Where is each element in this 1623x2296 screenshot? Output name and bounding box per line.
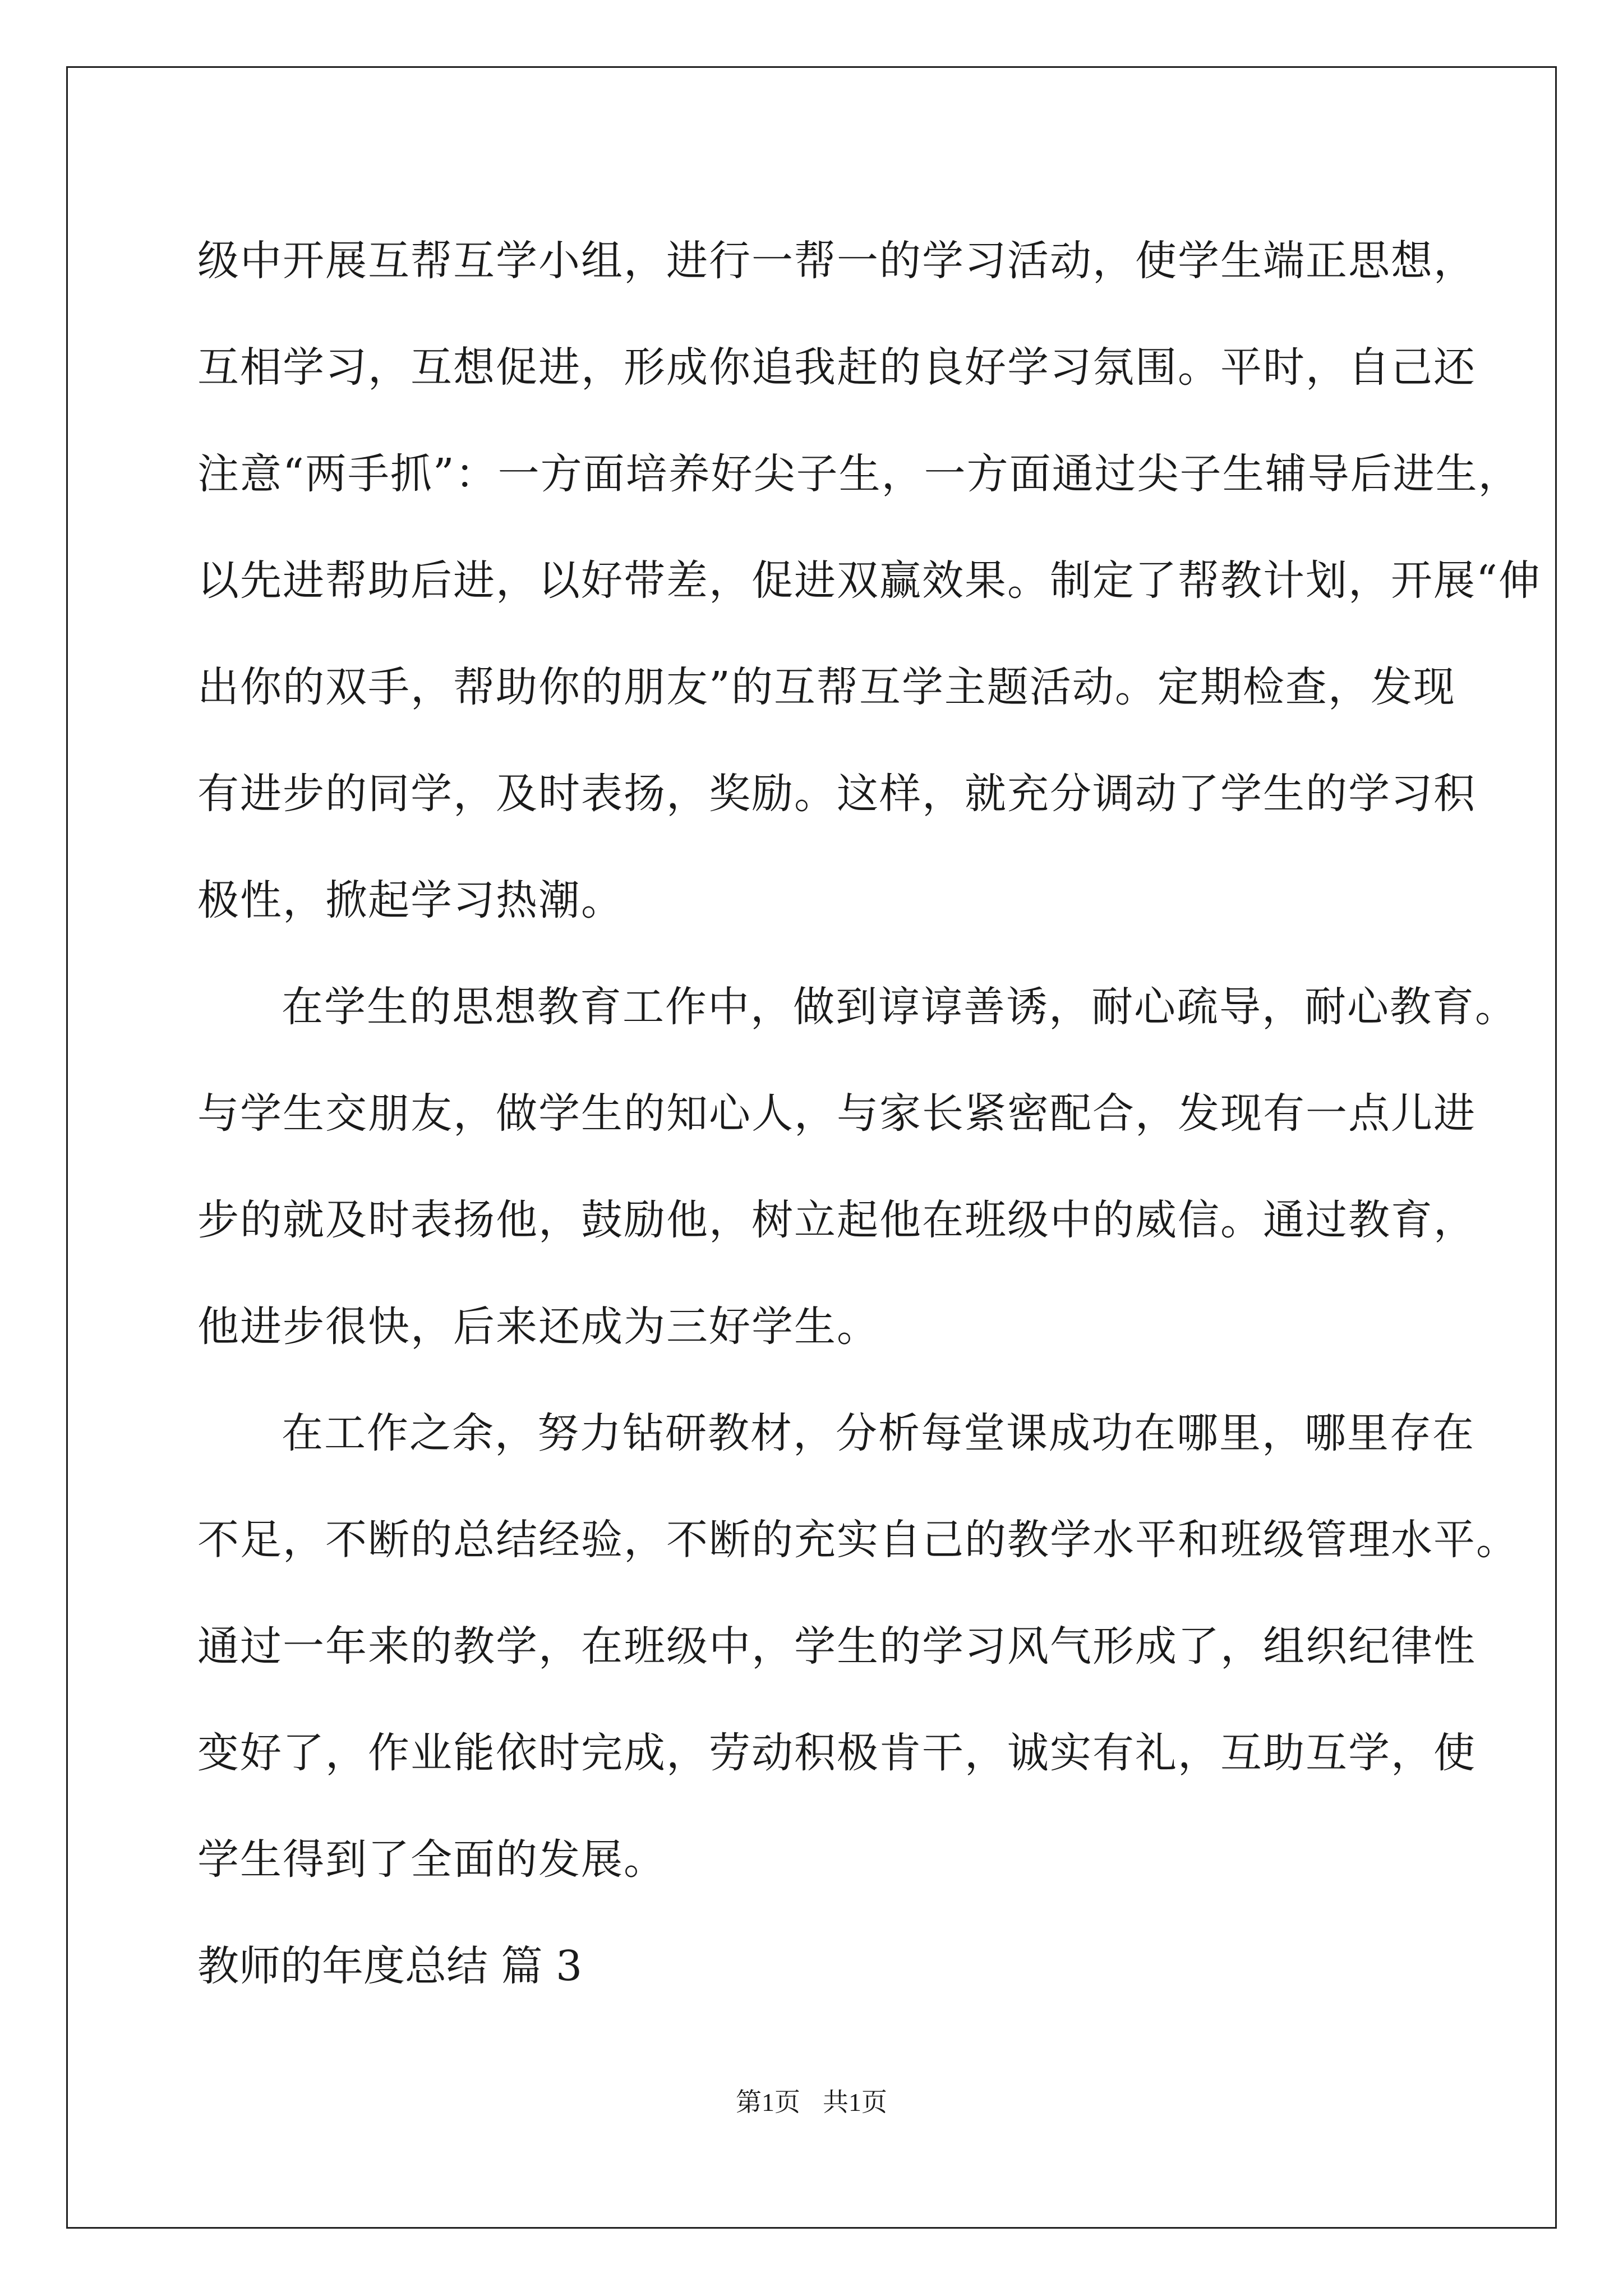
text-line: 出你的双手，帮助你的朋友”的互帮互学主题活动。定期检查，发现 <box>197 663 1456 711</box>
page-total: 共1页 <box>823 2088 887 2116</box>
text-line: 互相学习，互想促进，形成你追我赶的良好学习氛围。平时，自己还 <box>197 343 1476 392</box>
page-footer <box>0 2086 1623 2119</box>
text-line: 通过一年来的教学，在班级中，学生的学习风气形成了，组织纪律性 <box>197 1622 1476 1671</box>
paragraph-1 <box>197 208 1541 954</box>
paragraph-2 <box>197 954 1518 1380</box>
text-line: 级中开展互帮互学小组，进行一帮一的学习活动，使学生端正思想， <box>197 237 1476 285</box>
text-line: 与学生交朋友，做学生的知心人，与家长紧密配合，发现有一点儿进 <box>197 1089 1476 1138</box>
text-line: 以先进帮助后进，以好带差，促进双赢效果。制定了帮教计划，开展“伸 <box>197 556 1541 605</box>
text-line: 注意“两手抓”：一方面培养好尖子生，一方面通过尖子生辅导后进生， <box>197 450 1521 498</box>
text-line: 有进步的同学，及时表扬，奖励。这样，就充分调动了学生的学习积 <box>197 770 1476 818</box>
text-line: 在工作之余，努力钻研教材，分析每堂课成功在哪里，哪里存在 <box>282 1409 1475 1457</box>
text-line: 他进步很快，后来还成为三好学生。 <box>197 1303 879 1351</box>
document-body <box>197 208 1541 2019</box>
text-line: 学生得到了全面的发展。 <box>197 1835 666 1884</box>
text-line: 不足，不断的总结经验，不断的充实自己的教学水平和班级管理水平。 <box>197 1516 1519 1564</box>
section-heading: 教师的年度总结 篇 3 <box>197 1942 583 1990</box>
text-line: 极性，掀起学习热潮。 <box>197 876 624 924</box>
text-line: 在学生的思想教育工作中，做到谆谆善诱，耐心疏导，耐心教育。 <box>282 983 1518 1031</box>
text-line: 步的就及时表扬他，鼓励他，树立起他在班级中的威信。通过教育， <box>197 1196 1476 1244</box>
paragraph-3 <box>197 1380 1519 1913</box>
text-line: 变好了，作业能依时完成，劳动积极肯干，诚实有礼，互助互学，使 <box>197 1729 1476 1777</box>
page-number: 第1页 <box>736 2088 800 2116</box>
